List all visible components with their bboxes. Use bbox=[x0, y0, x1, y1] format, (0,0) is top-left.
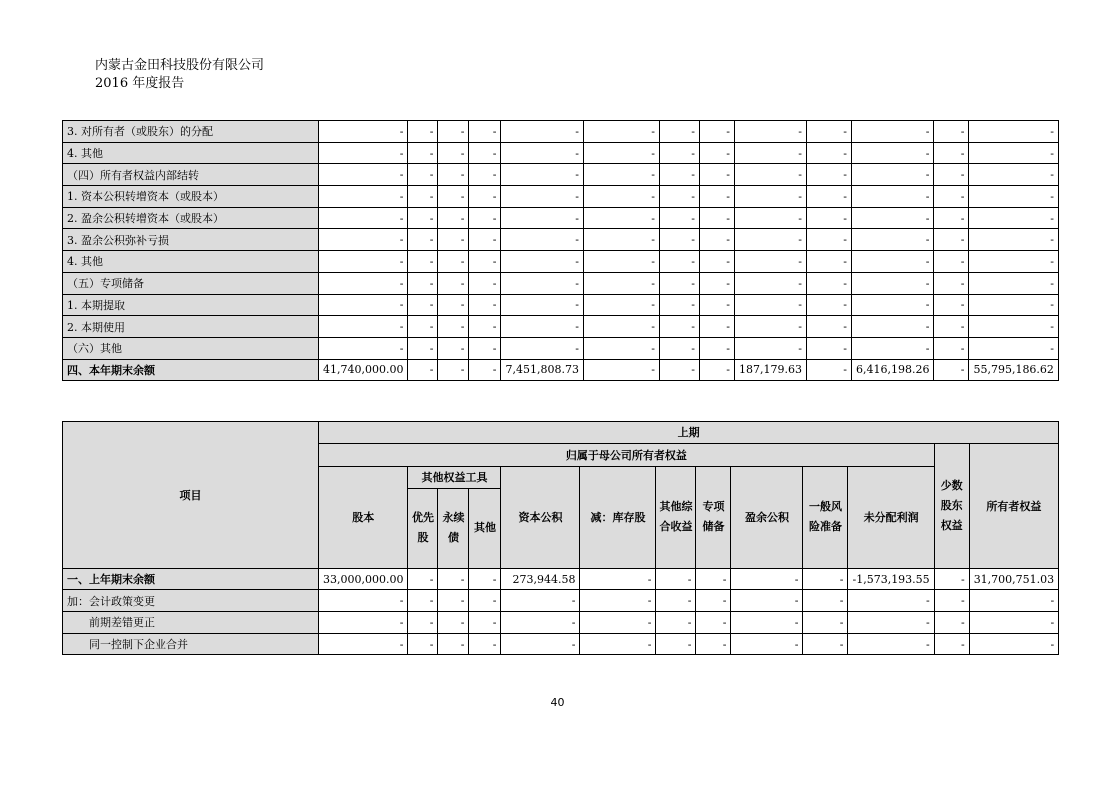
table-cell: - bbox=[438, 251, 469, 273]
header-parent-equity: 归属于母公司所有者权益 bbox=[319, 443, 935, 466]
table-cell: 31,700,751.03 bbox=[969, 568, 1058, 590]
table-cell: - bbox=[806, 121, 851, 143]
table-cell: - bbox=[696, 590, 731, 612]
table-cell: - bbox=[469, 207, 501, 229]
table-cell: - bbox=[438, 207, 469, 229]
table-cell: - bbox=[319, 337, 408, 359]
table-cell: - bbox=[934, 229, 969, 251]
table-cell: - bbox=[501, 590, 580, 612]
table-cell: - bbox=[934, 612, 969, 634]
table-cell: - bbox=[969, 207, 1058, 229]
report-header bbox=[95, 57, 264, 93]
table-cell: 187,179.63 bbox=[734, 359, 806, 381]
table-cell: - bbox=[659, 272, 699, 294]
row-label: 4. 其他 bbox=[63, 142, 319, 164]
table-cell: - bbox=[969, 164, 1058, 186]
table-cell: - bbox=[969, 294, 1058, 316]
table-cell: - bbox=[656, 612, 696, 634]
table-cell: - bbox=[696, 568, 731, 590]
table-cell: - bbox=[734, 337, 806, 359]
table-cell: - bbox=[699, 294, 734, 316]
header-other-equity-instruments: 其他权益工具 bbox=[408, 466, 501, 488]
table-cell: - bbox=[656, 590, 696, 612]
table-row bbox=[63, 142, 1059, 164]
table-cell: - bbox=[319, 142, 408, 164]
table-cell: - bbox=[583, 186, 659, 208]
table-cell: - bbox=[731, 590, 803, 612]
table-cell: - bbox=[969, 272, 1058, 294]
table-cell: - bbox=[659, 359, 699, 381]
table-cell: - bbox=[408, 142, 438, 164]
table-cell: - bbox=[438, 568, 469, 590]
table-cell: - bbox=[659, 294, 699, 316]
table-cell: - bbox=[501, 121, 583, 143]
table-cell: - bbox=[408, 294, 438, 316]
table-cell: - bbox=[934, 251, 969, 273]
page-number: 40 bbox=[550, 696, 565, 709]
table-cell: - bbox=[848, 612, 934, 634]
table-cell: - bbox=[501, 633, 580, 655]
table-cell: - bbox=[319, 186, 408, 208]
table-cell: - bbox=[469, 568, 501, 590]
table-cell: - bbox=[659, 186, 699, 208]
table-cell: - bbox=[934, 568, 969, 590]
table-cell: - bbox=[319, 121, 408, 143]
table-cell: - bbox=[408, 251, 438, 273]
table-cell: - bbox=[408, 316, 438, 338]
equity-table-prior-body bbox=[63, 568, 1059, 655]
table-cell: - bbox=[438, 316, 469, 338]
header-item: 项目 bbox=[63, 422, 319, 569]
table-cell: -1,573,193.55 bbox=[848, 568, 934, 590]
table-cell: - bbox=[469, 272, 501, 294]
table-cell: - bbox=[659, 121, 699, 143]
row-label: 加：会计政策变更 bbox=[63, 590, 319, 612]
table-cell: - bbox=[851, 229, 933, 251]
header-share-capital: 股本 bbox=[319, 466, 408, 568]
table-cell: - bbox=[438, 272, 469, 294]
header-total-equity: 所有者权益 bbox=[969, 443, 1058, 568]
table-cell: - bbox=[469, 186, 501, 208]
table-cell: - bbox=[934, 142, 969, 164]
header-general-risk: 一般风险准备 bbox=[803, 466, 848, 568]
table-cell: - bbox=[851, 207, 933, 229]
table-row bbox=[63, 612, 1059, 634]
table-cell: - bbox=[934, 359, 969, 381]
table-cell: - bbox=[319, 633, 408, 655]
table-cell: - bbox=[319, 294, 408, 316]
table-cell: - bbox=[699, 229, 734, 251]
table-cell: - bbox=[438, 359, 469, 381]
table-row bbox=[63, 633, 1059, 655]
table-cell: - bbox=[659, 207, 699, 229]
header-surplus-reserve: 盈余公积 bbox=[731, 466, 803, 568]
table-cell: - bbox=[699, 272, 734, 294]
table-cell: - bbox=[806, 316, 851, 338]
table-cell: - bbox=[583, 272, 659, 294]
table-cell: - bbox=[806, 294, 851, 316]
table-cell: - bbox=[806, 359, 851, 381]
table-cell: - bbox=[438, 294, 469, 316]
table-cell: - bbox=[851, 251, 933, 273]
table-cell: - bbox=[656, 568, 696, 590]
table-cell: - bbox=[734, 186, 806, 208]
row-label: （六）其他 bbox=[63, 337, 319, 359]
table-cell: - bbox=[734, 294, 806, 316]
table-cell: - bbox=[699, 164, 734, 186]
table-cell: 6,416,198.26 bbox=[851, 359, 933, 381]
row-label: 四、本年期末余额 bbox=[63, 359, 319, 381]
table-cell: 7,451,808.73 bbox=[501, 359, 583, 381]
table-cell: - bbox=[699, 121, 734, 143]
table-cell: - bbox=[969, 337, 1058, 359]
table-cell: - bbox=[583, 121, 659, 143]
table-cell: - bbox=[438, 590, 469, 612]
table-cell: - bbox=[469, 229, 501, 251]
table-cell: - bbox=[319, 612, 408, 634]
table-cell: - bbox=[851, 294, 933, 316]
table-cell: - bbox=[580, 612, 656, 634]
equity-table-current-body bbox=[63, 121, 1059, 381]
table-cell: - bbox=[806, 186, 851, 208]
table-cell: - bbox=[408, 229, 438, 251]
table-cell: - bbox=[438, 164, 469, 186]
table-cell: - bbox=[851, 337, 933, 359]
table-cell: - bbox=[583, 359, 659, 381]
table-cell: - bbox=[469, 294, 501, 316]
table-cell: - bbox=[501, 164, 583, 186]
table-cell: - bbox=[659, 316, 699, 338]
table-cell: - bbox=[969, 612, 1058, 634]
table-cell: - bbox=[803, 612, 848, 634]
table-cell: - bbox=[803, 633, 848, 655]
table-cell: - bbox=[319, 316, 408, 338]
table-cell: - bbox=[806, 272, 851, 294]
header-oci: 其他综合收益 bbox=[656, 466, 696, 568]
table-cell: - bbox=[659, 337, 699, 359]
table-cell: - bbox=[934, 316, 969, 338]
table-cell: - bbox=[969, 633, 1058, 655]
table-cell: - bbox=[469, 316, 501, 338]
table-row bbox=[63, 251, 1059, 273]
row-label: （五）专项储备 bbox=[63, 272, 319, 294]
table-row bbox=[63, 590, 1059, 612]
header-perpetual: 永续债 bbox=[438, 488, 469, 568]
table-row bbox=[63, 568, 1059, 590]
table-cell: - bbox=[408, 272, 438, 294]
table-cell: - bbox=[806, 207, 851, 229]
header-other: 其他 bbox=[469, 488, 501, 568]
table-cell: - bbox=[580, 568, 656, 590]
table-cell: - bbox=[934, 121, 969, 143]
table-cell: - bbox=[659, 164, 699, 186]
table-cell: - bbox=[438, 612, 469, 634]
table-cell: - bbox=[501, 612, 580, 634]
table-row bbox=[63, 121, 1059, 143]
table-cell: - bbox=[583, 337, 659, 359]
table-cell: - bbox=[934, 186, 969, 208]
table-cell: - bbox=[583, 229, 659, 251]
table-cell: - bbox=[851, 164, 933, 186]
table-cell: - bbox=[699, 359, 734, 381]
table-cell: - bbox=[408, 359, 438, 381]
table-cell: - bbox=[934, 337, 969, 359]
table-cell: - bbox=[969, 229, 1058, 251]
table-row bbox=[63, 272, 1059, 294]
table-cell: - bbox=[734, 229, 806, 251]
header-treasury: 减：库存股 bbox=[580, 466, 656, 568]
table-cell: - bbox=[438, 337, 469, 359]
table-cell: - bbox=[659, 251, 699, 273]
row-label: 一、上年期末余额 bbox=[63, 568, 319, 590]
equity-table-prior bbox=[62, 421, 1059, 655]
table-cell: - bbox=[699, 186, 734, 208]
table-cell: - bbox=[734, 316, 806, 338]
table-cell: - bbox=[319, 164, 408, 186]
table-cell: - bbox=[731, 568, 803, 590]
equity-table-current bbox=[62, 120, 1059, 381]
table-cell: - bbox=[656, 633, 696, 655]
table-cell: - bbox=[851, 186, 933, 208]
company-name: 内蒙古金田科技股份有限公司 bbox=[95, 58, 265, 73]
table-cell: - bbox=[469, 251, 501, 273]
table-cell: - bbox=[734, 272, 806, 294]
table-cell: - bbox=[734, 164, 806, 186]
table-row bbox=[63, 229, 1059, 251]
table-cell: - bbox=[501, 251, 583, 273]
table-row bbox=[63, 207, 1059, 229]
table-cell: - bbox=[469, 121, 501, 143]
row-label: （四）所有者权益内部结转 bbox=[63, 164, 319, 186]
table-cell: - bbox=[934, 272, 969, 294]
table-cell: - bbox=[583, 294, 659, 316]
table-cell: - bbox=[734, 207, 806, 229]
row-label: 1. 本期提取 bbox=[63, 294, 319, 316]
table-cell: - bbox=[469, 164, 501, 186]
table-cell: - bbox=[583, 207, 659, 229]
table-cell: - bbox=[501, 207, 583, 229]
table-cell: - bbox=[469, 337, 501, 359]
header-undistributed: 未分配利润 bbox=[848, 466, 934, 568]
table-cell: - bbox=[851, 142, 933, 164]
table-row bbox=[63, 186, 1059, 208]
header-special-reserve: 专项储备 bbox=[696, 466, 731, 568]
table-cell: - bbox=[501, 142, 583, 164]
table-cell: - bbox=[501, 229, 583, 251]
table-cell: - bbox=[408, 612, 438, 634]
table-cell: - bbox=[696, 633, 731, 655]
table-cell: - bbox=[408, 186, 438, 208]
table-cell: - bbox=[731, 633, 803, 655]
header-capital-reserve: 资本公积 bbox=[501, 466, 580, 568]
table-cell: - bbox=[469, 633, 501, 655]
table-cell: - bbox=[501, 272, 583, 294]
table-cell: - bbox=[969, 121, 1058, 143]
table-cell: - bbox=[319, 207, 408, 229]
header-minority: 少数股东权益 bbox=[934, 443, 969, 568]
table-cell: - bbox=[319, 229, 408, 251]
table-cell: - bbox=[734, 121, 806, 143]
row-label: 1. 资本公积转增资本（或股本） bbox=[63, 186, 319, 208]
table-cell: - bbox=[699, 251, 734, 273]
table-cell: - bbox=[501, 316, 583, 338]
table-row bbox=[63, 294, 1059, 316]
table-cell: - bbox=[851, 316, 933, 338]
table-row bbox=[63, 164, 1059, 186]
table-cell: - bbox=[583, 142, 659, 164]
table-row bbox=[63, 337, 1059, 359]
table-cell: - bbox=[408, 633, 438, 655]
table-cell: - bbox=[934, 164, 969, 186]
table-cell: - bbox=[699, 337, 734, 359]
table-cell: - bbox=[969, 590, 1058, 612]
table-cell: - bbox=[319, 251, 408, 273]
table-cell: - bbox=[734, 142, 806, 164]
table-cell: - bbox=[438, 229, 469, 251]
table-cell: - bbox=[583, 316, 659, 338]
table-cell: - bbox=[803, 590, 848, 612]
row-label: 前期差错更正 bbox=[63, 612, 319, 634]
table-cell: - bbox=[501, 337, 583, 359]
table-cell: - bbox=[806, 164, 851, 186]
table-cell: - bbox=[438, 186, 469, 208]
table-cell: - bbox=[583, 251, 659, 273]
row-label: 2. 本期使用 bbox=[63, 316, 319, 338]
table-cell: - bbox=[699, 207, 734, 229]
table-cell: - bbox=[969, 142, 1058, 164]
table-cell: - bbox=[969, 316, 1058, 338]
table-cell: - bbox=[408, 590, 438, 612]
table-cell: - bbox=[734, 251, 806, 273]
table-cell: - bbox=[699, 316, 734, 338]
table-cell: - bbox=[848, 590, 934, 612]
table-cell: - bbox=[501, 186, 583, 208]
table-cell: - bbox=[848, 633, 934, 655]
table-cell: - bbox=[469, 142, 501, 164]
table-cell: - bbox=[583, 164, 659, 186]
table-cell: - bbox=[851, 272, 933, 294]
table-cell: - bbox=[580, 633, 656, 655]
table-cell: - bbox=[319, 272, 408, 294]
table-cell: - bbox=[501, 294, 583, 316]
row-label: 2. 盈余公积转增资本（或股本） bbox=[63, 207, 319, 229]
table-cell: - bbox=[731, 612, 803, 634]
header-period: 上期 bbox=[319, 422, 1059, 444]
table-row bbox=[63, 316, 1059, 338]
table-cell: - bbox=[699, 142, 734, 164]
table-cell: 41,740,000.00 bbox=[319, 359, 408, 381]
table-cell: - bbox=[934, 294, 969, 316]
table-cell: - bbox=[438, 121, 469, 143]
table-cell: - bbox=[408, 207, 438, 229]
row-label: 3. 对所有者（或股东）的分配 bbox=[63, 121, 319, 143]
table-cell: - bbox=[934, 590, 969, 612]
report-title: 2016 年度报告 bbox=[95, 76, 185, 91]
table-cell: 55,795,186.62 bbox=[969, 359, 1058, 381]
table-cell: - bbox=[806, 337, 851, 359]
table-cell: - bbox=[469, 612, 501, 634]
table-cell: - bbox=[696, 612, 731, 634]
table-cell: - bbox=[408, 164, 438, 186]
table-cell: - bbox=[806, 251, 851, 273]
table-cell: - bbox=[969, 251, 1058, 273]
table-cell: - bbox=[319, 590, 408, 612]
table-cell: - bbox=[659, 142, 699, 164]
header-preferred: 优先股 bbox=[408, 488, 438, 568]
table-cell: - bbox=[934, 207, 969, 229]
table-cell: - bbox=[438, 142, 469, 164]
table-cell: - bbox=[803, 568, 848, 590]
table-cell: - bbox=[851, 121, 933, 143]
table-cell: - bbox=[806, 142, 851, 164]
row-label: 4. 其他 bbox=[63, 251, 319, 273]
row-label: 3. 盈余公积弥补亏损 bbox=[63, 229, 319, 251]
table-cell: - bbox=[580, 590, 656, 612]
table-cell: - bbox=[969, 186, 1058, 208]
table-cell: - bbox=[408, 568, 438, 590]
table-cell: 33,000,000.00 bbox=[319, 568, 408, 590]
table-cell: - bbox=[659, 229, 699, 251]
table-cell: 273,944.58 bbox=[501, 568, 580, 590]
table-cell: - bbox=[469, 359, 501, 381]
table-cell: - bbox=[408, 121, 438, 143]
table-cell: - bbox=[408, 337, 438, 359]
table-cell: - bbox=[934, 633, 969, 655]
table-cell: - bbox=[469, 590, 501, 612]
table-cell: - bbox=[806, 229, 851, 251]
table-cell: - bbox=[438, 633, 469, 655]
table-row bbox=[63, 359, 1059, 381]
row-label: 同一控制下企业合并 bbox=[63, 633, 319, 655]
